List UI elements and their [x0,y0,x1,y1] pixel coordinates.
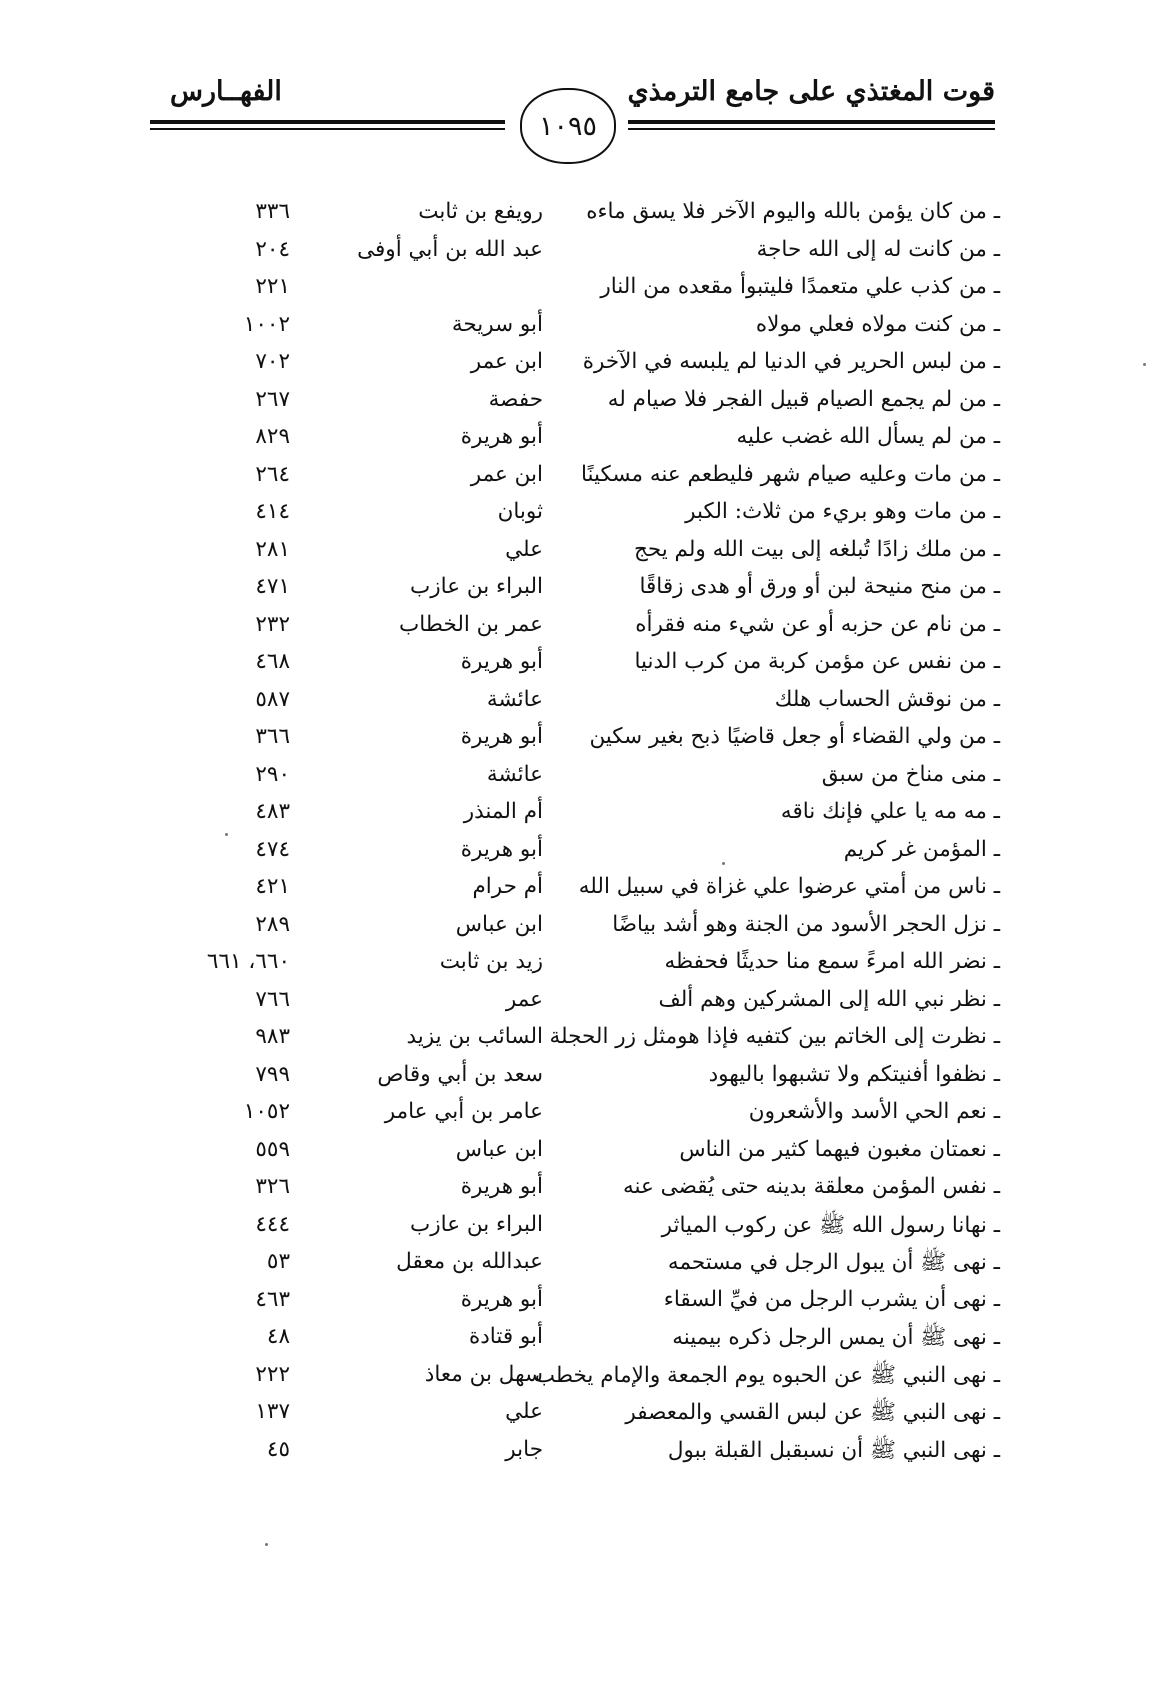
page-reference-value: ٧٩٩ [255,1061,290,1087]
narrator-name: أبو هريرة [460,1174,543,1199]
page-reference-value: ٦٦٠، ٦٦١ [206,949,290,974]
narrator-name: عبدالله بن معقل [396,1249,543,1274]
narrator-name: البراء بن عازب [410,1211,543,1237]
narrator-name: أبو هريرة [460,424,543,449]
hadith-text: ـ من كانت له إلى الله حاجة [756,236,1000,262]
page-reference-value: ١٣٧ [255,1399,290,1424]
page-reference-value: ٧٠٢ [255,349,290,374]
index-row [150,495,1000,533]
page-reference-value: ٢٨٩ [255,911,290,937]
header-rule-left-thick [150,120,505,124]
narrator-name: عبد الله بن أبي أوفى [357,236,543,262]
index-row [150,795,1000,833]
index-row [150,945,1000,983]
hadith-text: ـ نظفوا أفنيتكم ولا تشبهوا باليهود [708,1061,1000,1087]
hadith-text: ـ نهى النبي ﷺ أن نسبقبل القبلة ببول [667,1437,1000,1463]
page-reference-value: ٤٧١ [255,574,290,599]
hadith-text: ـ نظرت إلى الخاتم بين كتفيه فإذا هومثل زر الحجلة [549,1024,1000,1049]
page-reference-value: ٣٦٦ [255,724,290,749]
narrator-name: أبو هريرة [460,1286,543,1312]
narrator-name: السائب بن يزيد [406,1024,543,1049]
page-reference-value: ٤٨٣ [255,799,290,824]
index-row [150,870,1000,908]
page-reference-value: ٨٢٩ [255,424,290,449]
narrator-name: جابر [505,1436,543,1462]
narrator-name: أبو هريرة [460,836,543,862]
index-row [150,1320,1000,1358]
index-row [150,420,1000,458]
narrator-name: عائشة [486,686,543,712]
narrator-name: زيد بن ثابت [439,949,543,974]
hadith-text: ـ من نوقش الحساب هلك [774,686,1000,712]
narrator-name: عمر بن الخطاب [399,611,543,637]
hadith-text: ـ منى مناخ من سبق [821,761,1000,787]
hadith-text: ـ من مات وعليه صيام شهر فليطعم عنه مسكينًا [580,461,1000,487]
hadith-text: ـ نهانا رسول الله ﷺ عن ركوب المياثر [661,1212,1000,1238]
narrator-name: سعد بن أبي وقاص [377,1061,543,1087]
index-row [150,908,1000,946]
index-row [150,345,1000,383]
hadith-text: ـ من لم يجمع الصيام قبيل الفجر فلا صيام له [607,386,1000,412]
page-reference-value: ٤٨ [266,1324,290,1349]
narrator-name: سهل بن معاذ [424,1361,543,1387]
hadith-text: ـ نهى ﷺ أن يمس الرجل ذكره بيمينه [672,1325,1000,1350]
hadith-text: ـ من نفس عن مؤمن كربة من كرب الدنيا [634,649,1000,674]
hadith-text: ـ ناس من أمتي عرضوا علي غزاة في سبيل الله [578,874,1000,899]
narrator-name: أبو سريحة [451,311,543,337]
hadith-text: ـ من مات وهو بريء من ثلاث: الكبر [685,499,1000,524]
scan-speck [722,862,725,865]
narrator-name: علي [505,1399,543,1424]
index-row [150,645,1000,683]
index-row [150,1095,1000,1133]
page-reference-value: ١٠٥٢ [243,1099,290,1124]
hadith-text: ـ من منح منيحة لبن أو ورق أو هدى زقاقًا [639,574,1000,599]
index-row [150,1433,1000,1471]
hadith-text: ـ من لبس الحرير في الدنيا لم يلبسه في الآخرة [582,349,1000,374]
page-reference-value: ٤٥ [266,1436,290,1462]
page-reference-value: ٢٢٢ [255,1361,290,1387]
page-reference-value: ٧٦٦ [255,986,290,1012]
hadith-text: ـ المؤمن غر كريم [843,836,1000,862]
narrator-name: علي [505,536,543,562]
hadith-index-table [150,195,1000,1470]
index-row [150,1395,1000,1433]
header-rule-right-thick [628,120,995,124]
hadith-text: ـ نفس المؤمن معلقة بدينه حتى يُقضى عنه [623,1174,1000,1199]
narrator-name: عمر [505,986,543,1012]
index-row [150,1170,1000,1208]
hadith-text: ـ نضر الله امرءً سمع منا حديثًا فحفظه [664,949,1000,974]
narrator-name: البراء بن عازب [410,574,543,599]
scan-speck [265,1543,268,1546]
index-row [150,608,1000,646]
hadith-text: ـ نعم الحي الأسد والأشعرون [748,1099,1000,1124]
narrator-name: أم المنذر [463,799,543,824]
index-row [150,758,1000,796]
page-reference-value: ٥٨٧ [255,686,290,712]
hadith-text: ـ من نام عن حزبه أو عن شيء منه فقرأه [635,611,1000,637]
page-reference-value: ٢٣٢ [255,611,290,637]
narrator-name: أبو قتادة [468,1324,543,1349]
page-reference-value: ٣٢٦ [255,1174,290,1199]
index-row [150,983,1000,1021]
hadith-text: ـ من كنت مولاه فعلي مولاه [755,311,1000,337]
page-reference-value: ٢٠٤ [255,236,290,262]
index-row [150,1283,1000,1321]
index-row [150,1358,1000,1396]
page-reference-value: ٤٢١ [255,874,290,899]
page-reference-value: ٤٦٨ [255,649,290,674]
narrator-name: أبو هريرة [460,649,543,674]
page-reference-value: ٥٥٩ [255,1136,290,1162]
page-header [150,68,995,178]
index-row [150,1208,1000,1246]
page-number: ١٠٩٥ [538,110,597,142]
page-reference-value: ١٠٠٢ [243,311,290,337]
hadith-text: ـ من كان يؤمن بالله واليوم الآخر فلا يسق ماءه [586,199,1000,224]
narrator-name: ابن عمر [470,349,543,374]
index-row [150,1133,1000,1171]
page-reference-value: ٤٦٣ [255,1286,290,1312]
narrator-name: عائشة [486,761,543,787]
index-row [150,533,1000,571]
hadith-text: ـ نظر نبي الله إلى المشركين وهم ألف [658,986,1000,1012]
header-rule-right-thin [628,128,995,130]
hadith-text: ـ نهى النبي ﷺ عن الحبوه يوم الجمعة والإمام يخطب [534,1362,1000,1388]
page-reference-value: ٢٦٤ [255,461,290,487]
scan-speck [225,833,228,836]
narrator-name: رويفع بن ثابت [418,199,543,224]
index-row [150,195,1000,233]
narrator-name: ثوبان [497,499,543,524]
index-row [150,833,1000,871]
page-reference-value: ٤١٤ [255,499,290,524]
narrator-name: عامر بن أبي عامر [384,1099,543,1124]
hadith-text: ـ نعمتان مغبون فيهما كثير من الناس [679,1136,1000,1162]
hadith-text: ـ من ملك زادًا تُبلغه إلى بيت الله ولم يحج [633,536,1000,562]
page-reference-value: ٤٧٤ [255,836,290,862]
narrator-name: ابن عباس [455,1136,543,1162]
index-row [150,233,1000,271]
page-reference-value: ٣٣٦ [255,199,290,224]
narrator-name: ابن عباس [455,911,543,937]
page-reference-value: ٥٣ [266,1249,290,1274]
hadith-text: ـ نزل الحجر الأسود من الجنة وهو أشد بياضًا [612,911,1000,937]
narrator-name: أبو هريرة [460,724,543,749]
index-row [150,683,1000,721]
hadith-text: ـ مه مه يا علي فإنك ناقه [780,799,1000,824]
index-row [150,720,1000,758]
narrator-name: ابن عمر [470,461,543,487]
narrator-name: حفصة [488,386,543,412]
page-number-badge [520,88,616,164]
scan-speck [1143,363,1146,366]
index-row [150,270,1000,308]
page-reference-value: ٢٨١ [255,536,290,562]
page-reference-value: ٩٨٣ [255,1024,290,1049]
page-reference-value: ٢٦٧ [255,386,290,412]
index-row [150,570,1000,608]
narrator-name: أم حرام [472,874,543,899]
hadith-text: ـ من كذب علي متعمدًا فليتبوأ مقعده من النار [600,274,1000,299]
page-reference-value: ٢٢١ [255,274,290,299]
page-reference-value: ٢٩٠ [255,761,290,787]
index-row [150,1020,1000,1058]
index-row [150,383,1000,421]
book-title: قوت المغتذي على جامع الترمذي [627,76,995,107]
page-reference-value: ٤٤٤ [255,1211,290,1237]
index-row [150,458,1000,496]
hadith-text: ـ من لم يسأل الله غضب عليه [736,424,1000,449]
hadith-text: ـ من ولي القضاء أو جعل قاضيًا ذبح بغير سكين [589,724,1000,749]
section-title: الفهــارس [170,76,282,107]
index-row [150,308,1000,346]
hadith-text: ـ نهى أن يشرب الرجل من فيِّ السقاء [663,1286,1000,1312]
header-rule-left-thin [150,128,505,130]
hadith-text: ـ نهى النبي ﷺ عن لبس القسي والمعصفر [625,1400,1000,1425]
hadith-text: ـ نهى ﷺ أن يبول الرجل في مستحمه [667,1250,1000,1275]
index-row [150,1058,1000,1096]
index-row [150,1245,1000,1283]
